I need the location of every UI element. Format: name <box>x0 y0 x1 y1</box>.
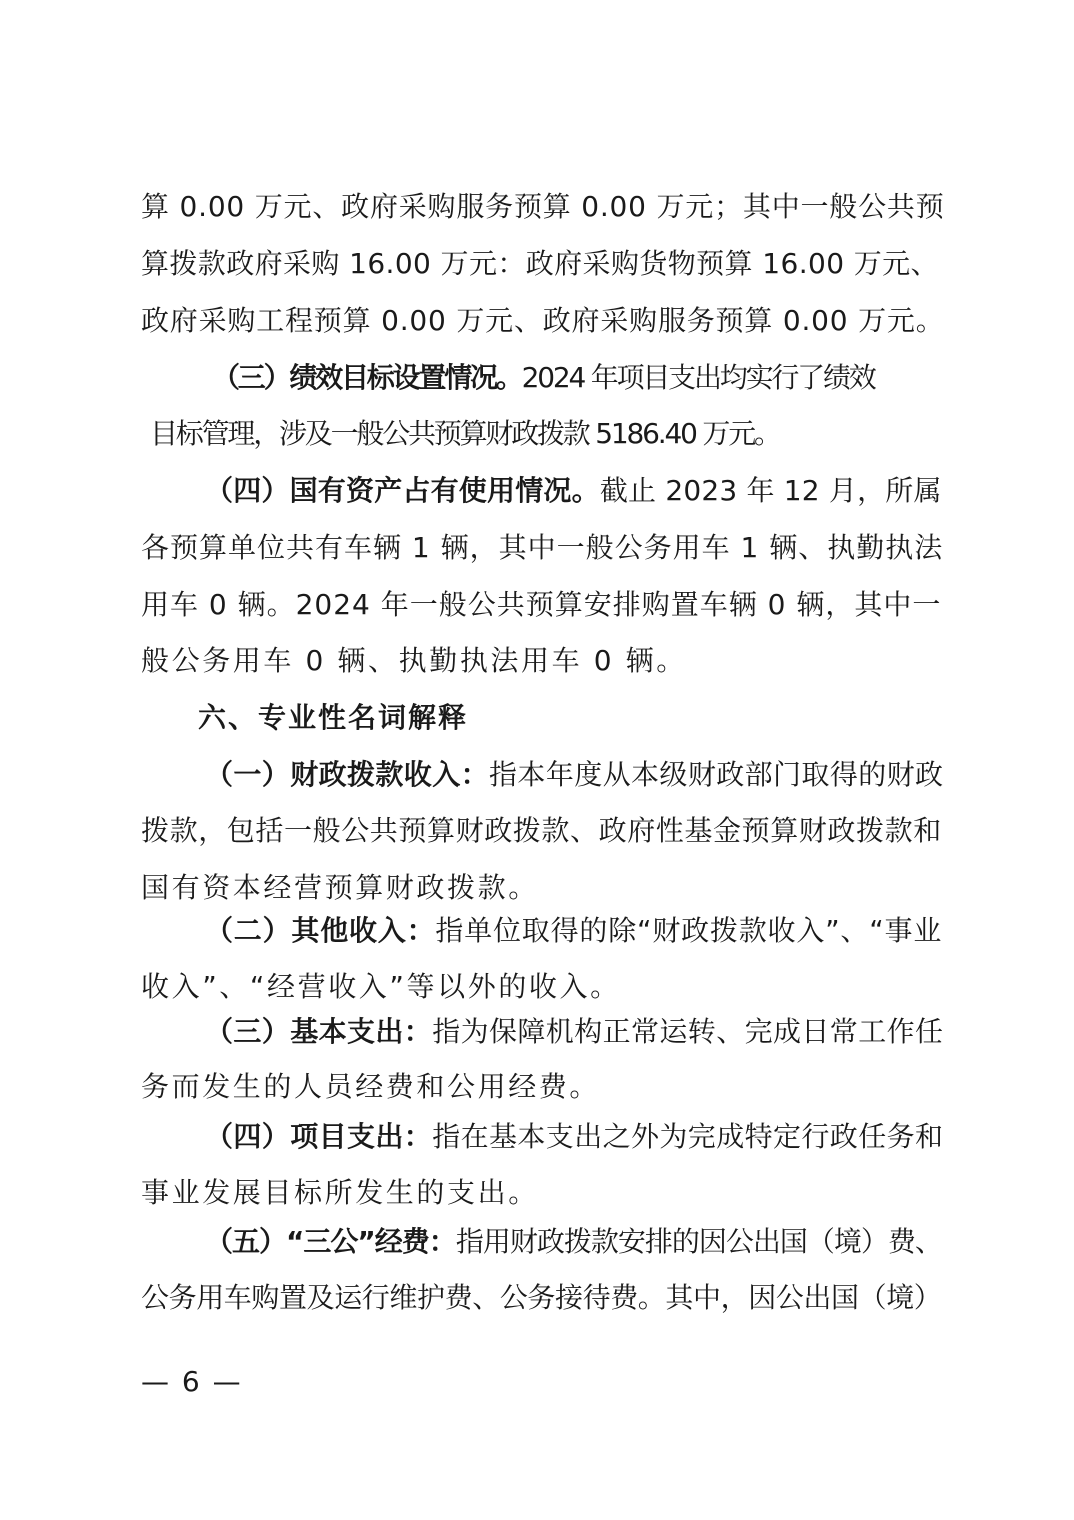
definition-term: （五）“三公”经费： <box>205 1225 456 1258</box>
paragraph-text: 截止 2023 年 12 月，所属 <box>599 474 942 507</box>
paragraph-line <box>205 471 941 511</box>
paragraph-label: （四）国有资产占有使用情况。 <box>205 474 600 507</box>
paragraph-line: 算 0.00 万元、政府采购服务预算 0.00 万元；其中一般公共预 <box>141 190 945 223</box>
paragraph-line: 算拨款政府采购 16.00 万元：政府采购货物预算 16.00 万元、 <box>141 247 939 280</box>
definition-line <box>205 911 941 951</box>
definition-line: 事业发展目标所发生的支出。 <box>141 1176 539 1209</box>
definition-term: （四）项目支出： <box>205 1120 433 1153</box>
definition-line <box>205 755 944 795</box>
paragraph-line <box>212 358 948 398</box>
paragraph-line: 政府采购工程预算 0.00 万元、政府采购服务预算 0.00 万元。 <box>141 304 945 337</box>
paragraph-line: 般公务用车 0 辆、执勤执法用车 0 辆。 <box>141 644 687 677</box>
definition-term: （一）财政拨款收入： <box>205 758 490 791</box>
section-heading: 六、专业性名词解释 <box>198 701 469 734</box>
definition-line <box>205 1012 944 1052</box>
definition-term: （二）其他收入： <box>205 914 436 947</box>
definition-line: 收入”、“经营收入”等以外的收入。 <box>141 970 621 1003</box>
paragraph-line: 各预算单位共有车辆 1 辆，其中一般公务用车 1 辆、执勤执法 <box>141 531 944 564</box>
definition-text: 指为保障机构正常运转、完成日常工作任 <box>432 1015 944 1048</box>
definition-line: 拨款，包括一般公共预算财政拨款、政府性基金预算财政拨款和 <box>141 814 942 847</box>
definition-line <box>205 1117 944 1157</box>
paragraph-label: （三）绩效目标设置情况。 <box>212 361 522 394</box>
definition-line: 务而发生的人员经费和公用经费。 <box>141 1070 601 1103</box>
page-number: — 6 — <box>141 1365 243 1398</box>
definition-term: （三）基本支出： <box>205 1015 433 1048</box>
definition-line <box>205 1222 941 1262</box>
paragraph-line: 目标管理，涉及一般公共预算财政拨款 5186.40 万元。 <box>150 417 780 450</box>
definition-line: 公务用车购置及运行维护费、公务接待费。其中，因公出国（境） <box>141 1281 942 1314</box>
definition-text: 指单位取得的除“财政拨款收入”、“事业 <box>435 914 943 947</box>
definition-line: 国有资本经营预算财政拨款。 <box>141 871 539 904</box>
definition-text: 指在基本支出之外为完成特定行政任务和 <box>432 1120 944 1153</box>
paragraph-line: 用车 0 辆。2024 年一般公共预算安排购置车辆 0 辆，其中一 <box>141 588 942 621</box>
definition-text: 指用财政拨款安排的因公出国（境）费、 <box>455 1225 942 1258</box>
paragraph-text: 2024 年项目支出均实行了绩效 <box>521 361 875 394</box>
definition-text: 指本年度从本级财政部门取得的财政 <box>489 758 944 791</box>
